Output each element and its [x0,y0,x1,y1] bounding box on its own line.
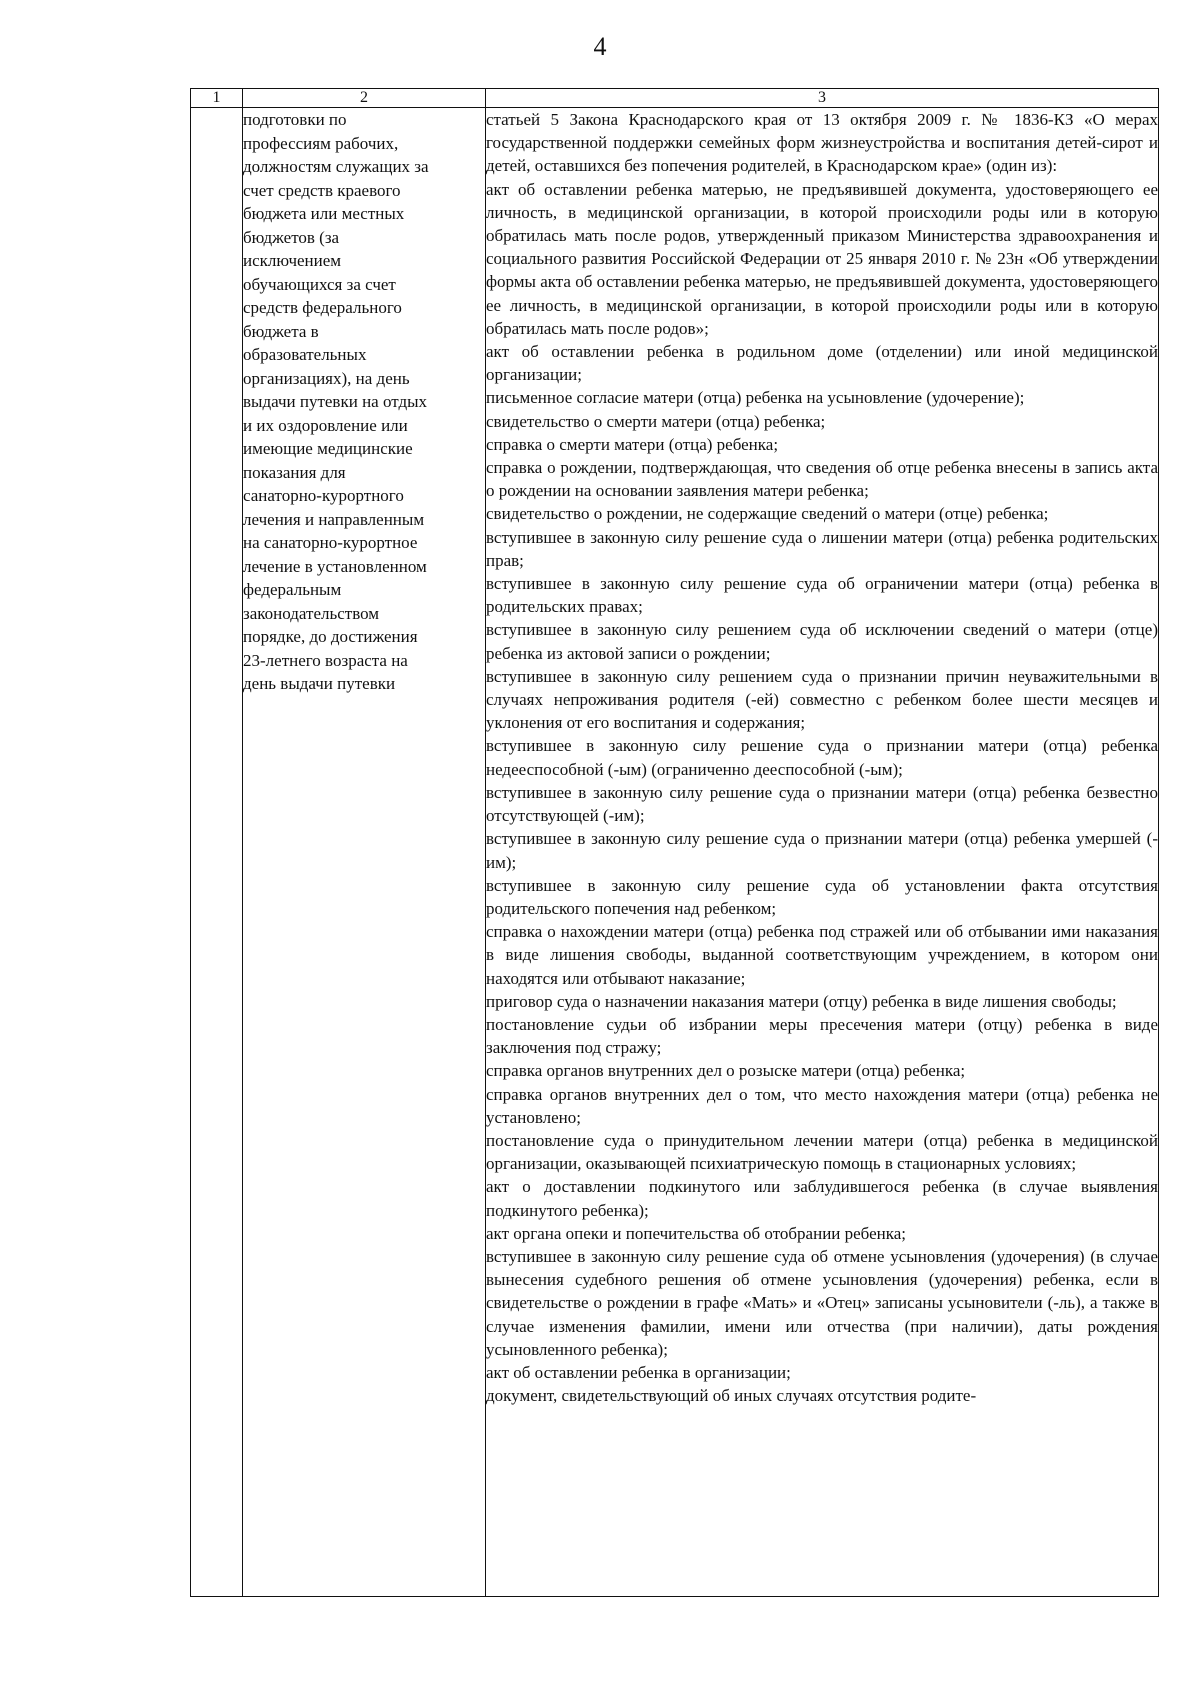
document-list-item: справка органов внутренних дел о том, что место нахождения матери (отца) ребенка не установлено; [486,1084,1158,1127]
document-list-item: вступившее в законную силу решение суда об ограничении матери (отца) ребенка в родительских правах; [486,574,1158,617]
category-text-line: и их оздоровление или [243,415,408,435]
category-text-line: день выдачи путевки [243,674,396,693]
document-list-item: вступившее в законную силу решение суда о признании матери (отца) ребенка безвестно отсутствующей (-им); [486,782,1158,826]
category-text-line: средств федерального [243,298,402,317]
document-list-item: акт органа опеки и попечительства об отобрании ребенка; [486,1223,907,1243]
document-list-item: статьей 5 Закона Краснодарского края от 13 октября 2009 г. № 1836-КЗ «О мерах государственной поддержки семейных форм жизнеустройства и воспитания детей-сирот и детей, оставшихся без попечения родителей, в Краснодарском крае» (один из): [486,110,1158,176]
page-number: 4 [593,32,607,61]
document-list-item: постановление суда о принудительном лечении матери (отца) ребенка в медицинской организации, оказывающей психиатрическую помощь в стационарных условиях; [486,1130,1158,1174]
document-list-item: вступившее в законную силу решение суда о признании матери (отца) ребенка умершей (-им); [486,829,1158,872]
category-text-line: имеющие медицинские [243,439,413,458]
header-col-1: 1 [191,89,243,108]
document-list-item: вступившее в законную силу решение суда о признании матери (отца) ребенка недееспособной (-ым) (ограниченно дееспособной (-ым); [486,736,1158,779]
document-list-item: акт об оставлении ребенка в организации; [486,1362,791,1382]
category-text-line: бюджета или местных [243,204,405,223]
document-list-item: свидетельство о рождении, не содержащие сведений о матери (отце) ребенка; [486,504,1049,524]
category-text-line: обучающихся за счет [243,274,396,294]
document-list-item: вступившее в законную силу решением суда об исключении сведений о матери (отце) ребенка из актовой записи о рождении; [486,620,1158,663]
document-list-item: справка органов внутренних дел о розыске матери (отца) ребенка; [486,1061,966,1081]
category-text-line: бюджета в [243,321,319,341]
category-text-line: санаторно-курортного [243,486,404,505]
category-text-line: законодательством [243,603,380,623]
category-text-line: выдачи путевки на отдых [243,392,428,411]
category-text-line: показания для [243,462,346,482]
document-list-item: акт о доставлении подкинутого или заблудившегося ребенка (в случае выявления подкинутого ребенка); [486,1177,1158,1220]
category-text-line: образовательных [243,345,367,364]
cell-col-1 [191,108,243,1597]
document-list-item: документ, свидетельствующий об иных случаях отсутствия родите- [486,1386,977,1406]
category-text-line: счет средств краевого [243,180,401,200]
document-list-item: справка о нахождении матери (отца) ребенка под стражей или об отбывании ими наказания в виде лишения свободы, выданной соответствующим учреждением, в котором они находятся или отбывают наказание; [486,922,1158,988]
table-row [191,108,1159,1597]
cell-col-3 [486,108,1159,1597]
header-col-2: 2 [243,89,486,108]
category-text-line: 23-летнего возраста на [243,650,408,670]
category-text-line: организациях), на день [243,368,410,388]
category-text-line: подготовки по [243,110,347,129]
document-list-item: справка о смерти матери (отца) ребенка; [486,434,779,454]
category-text-line: профессиям рабочих, [243,133,399,153]
category-text-line: порядке, до достижения [243,627,418,646]
category-text-line: лечение в установленном [243,556,427,576]
table-header-row [191,89,1159,108]
category-text-line: федеральным [243,580,342,599]
document-list-item: приговор суда о назначении наказания матери (отцу) ребенка в виде лишения свободы; [486,991,1117,1011]
document-list-item: письменное согласие матери (отца) ребенка на усыновление (удочерение); [486,388,1025,408]
category-text-line: на санаторно-курортное [243,533,418,552]
cell-col-2 [243,108,486,1597]
header-col-3: 3 [486,89,1159,108]
document-table [190,88,1159,1597]
document-list-item: вступившее в законную силу решение суда об отмене усыновления (удочерения) (в случае вынесения судебного решения об отмене усыновления (удочерения) ребенка, если в свидетельстве о рождении в графе «Мать» и «Отец» записаны усыновители (-ль), а также в случае изменения фамилии, имени или отчества (при наличии), даты рождения усыновленного ребенка); [486,1246,1158,1359]
document-list-item: вступившее в законную силу решение суда об установлении факта отсутствия родительского попечения над ребенком; [486,875,1158,918]
category-text-line: бюджетов (за [243,227,340,247]
document-list-item: вступившее в законную силу решение суда о лишении матери (отца) ребенка родительских прав; [486,527,1158,570]
category-text-line: исключением [243,251,342,270]
document-list-item: акт об оставлении ребенка матерью, не предъявившей документа, удостоверяющего ее личность, в медицинской организации, в которой происходили роды или в которую обратилась мать после родов, утвержденный приказом Министерства здравоохранения и социального развития Российской Федерации от 25 января 2010 г. № 23н «Об утверждении формы акта об оставлении ребенка матерью, не предъявившей документа, удостоверяющего ее личность, в медицинской организации, в которой происходили роды или в которую обратилась мать после родов»; [486,179,1158,338]
category-text-line: лечения и направленным [243,509,425,529]
document-list-item: постановление судьи об избрании меры пресечения матери (отцу) ребенка в виде заключения под стражу; [486,1014,1158,1058]
document-list-item: вступившее в законную силу решением суда о признании причин неуважительными в случаях непроживания родителя (-ей) совместно с ребенком более шести месяцев и уклонения от его воспитания и содержания; [486,666,1158,733]
document-list-item: свидетельство о смерти матери (отца) ребенка; [486,411,826,431]
document-list-item: справка о рождении, подтверждающая, что сведения об отце ребенка внесены в запись акта о рождении на основании заявления матери ребенка; [486,458,1158,501]
document-list-item: акт об оставлении ребенка в родильном доме (отделении) или иной медицинской организации; [486,342,1158,385]
category-text-line: должностям служащих за [243,157,429,176]
